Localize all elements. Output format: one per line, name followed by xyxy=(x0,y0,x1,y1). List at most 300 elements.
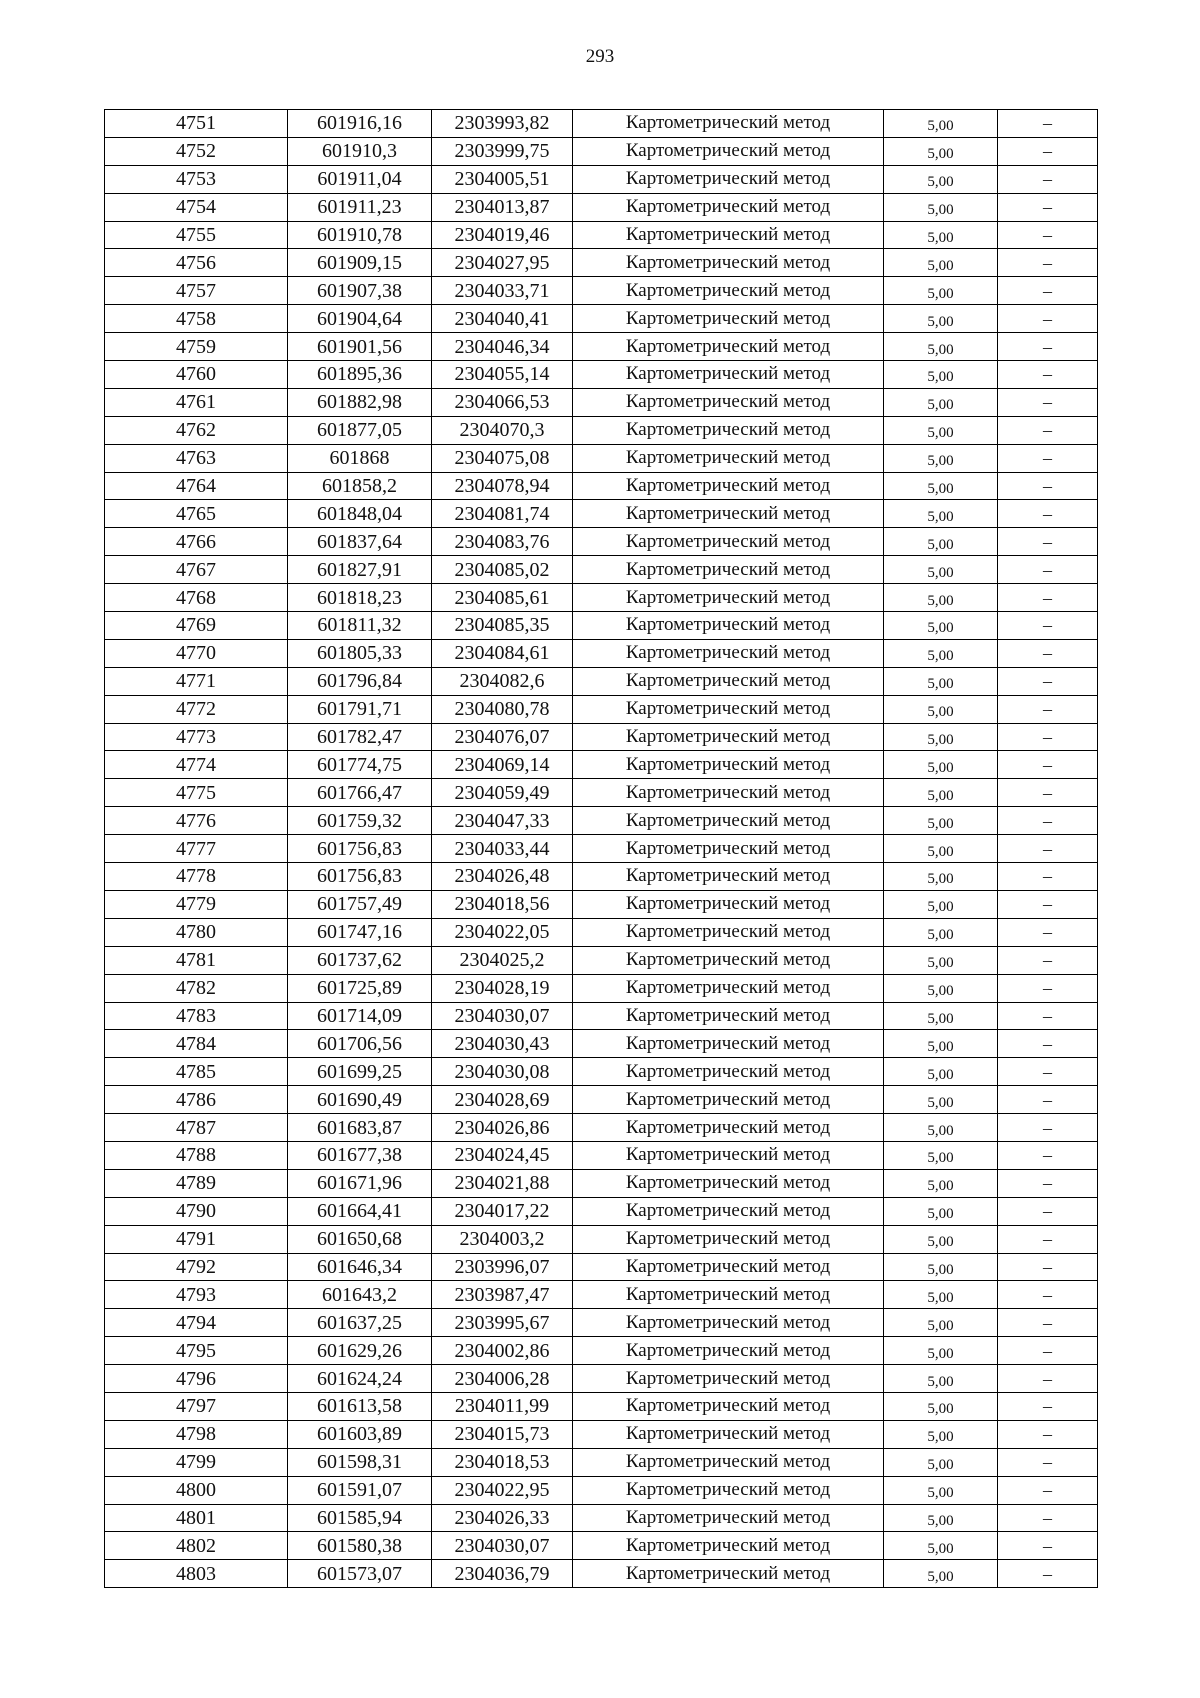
x-coordinate-cell: 601805,33 xyxy=(288,639,432,667)
table-row xyxy=(105,249,1098,277)
note-cell: – xyxy=(998,528,1098,556)
method-cell: Картометрический метод xyxy=(573,779,884,807)
accuracy-cell: 5,00 xyxy=(884,1225,998,1253)
method-cell: Картометрический метод xyxy=(573,863,884,891)
y-coordinate-cell: 2304084,61 xyxy=(432,639,573,667)
table-row xyxy=(105,863,1098,891)
x-coordinate-cell: 601910,78 xyxy=(288,221,432,249)
table-row xyxy=(105,305,1098,333)
note-cell: – xyxy=(998,584,1098,612)
accuracy-cell: 5,00 xyxy=(884,974,998,1002)
note-cell: – xyxy=(998,165,1098,193)
x-coordinate-cell: 601650,68 xyxy=(288,1225,432,1253)
point-number-cell: 4754 xyxy=(105,193,288,221)
x-coordinate-cell: 601747,16 xyxy=(288,918,432,946)
note-cell: – xyxy=(998,1337,1098,1365)
note-cell: – xyxy=(998,1086,1098,1114)
accuracy-cell: 5,00 xyxy=(884,1253,998,1281)
method-cell: Картометрический метод xyxy=(573,110,884,138)
x-coordinate-cell: 601677,38 xyxy=(288,1141,432,1169)
y-coordinate-cell: 2304021,88 xyxy=(432,1169,573,1197)
table-row xyxy=(105,388,1098,416)
note-cell: – xyxy=(998,472,1098,500)
note-cell: – xyxy=(998,1392,1098,1420)
accuracy-cell: 5,00 xyxy=(884,528,998,556)
accuracy-cell: 5,00 xyxy=(884,779,998,807)
method-cell: Картометрический метод xyxy=(573,1141,884,1169)
x-coordinate-cell: 601643,2 xyxy=(288,1281,432,1309)
note-cell: – xyxy=(998,1448,1098,1476)
y-coordinate-cell: 2304085,02 xyxy=(432,556,573,584)
point-number-cell: 4767 xyxy=(105,556,288,584)
method-cell: Картометрический метод xyxy=(573,1365,884,1393)
y-coordinate-cell: 2304024,45 xyxy=(432,1141,573,1169)
x-coordinate-cell: 601757,49 xyxy=(288,890,432,918)
x-coordinate-cell: 601580,38 xyxy=(288,1532,432,1560)
y-coordinate-cell: 2304085,35 xyxy=(432,612,573,640)
y-coordinate-cell: 2304028,19 xyxy=(432,974,573,1002)
method-cell: Картометрический метод xyxy=(573,723,884,751)
method-cell: Картометрический метод xyxy=(573,1169,884,1197)
accuracy-cell: 5,00 xyxy=(884,500,998,528)
point-number-cell: 4794 xyxy=(105,1309,288,1337)
y-coordinate-cell: 2304080,78 xyxy=(432,695,573,723)
x-coordinate-cell: 601737,62 xyxy=(288,946,432,974)
point-number-cell: 4775 xyxy=(105,779,288,807)
y-coordinate-cell: 2304046,34 xyxy=(432,333,573,361)
note-cell: – xyxy=(998,137,1098,165)
method-cell: Картометрический метод xyxy=(573,1281,884,1309)
accuracy-cell: 5,00 xyxy=(884,305,998,333)
x-coordinate-cell: 601759,32 xyxy=(288,807,432,835)
accuracy-cell: 5,00 xyxy=(884,612,998,640)
x-coordinate-cell: 601624,24 xyxy=(288,1365,432,1393)
x-coordinate-cell: 601858,2 xyxy=(288,472,432,500)
method-cell: Картометрический метод xyxy=(573,695,884,723)
x-coordinate-cell: 601911,23 xyxy=(288,193,432,221)
table-row xyxy=(105,779,1098,807)
page-number: 293 xyxy=(585,46,615,67)
y-coordinate-cell: 2304027,95 xyxy=(432,249,573,277)
x-coordinate-cell: 601848,04 xyxy=(288,500,432,528)
accuracy-cell: 5,00 xyxy=(884,472,998,500)
method-cell: Картометрический метод xyxy=(573,918,884,946)
accuracy-cell: 5,00 xyxy=(884,1002,998,1030)
x-coordinate-cell: 601796,84 xyxy=(288,667,432,695)
method-cell: Картометрический метод xyxy=(573,1337,884,1365)
method-cell: Картометрический метод xyxy=(573,472,884,500)
y-coordinate-cell: 2304003,2 xyxy=(432,1225,573,1253)
method-cell: Картометрический метод xyxy=(573,388,884,416)
method-cell: Картометрический метод xyxy=(573,333,884,361)
x-coordinate-cell: 601774,75 xyxy=(288,751,432,779)
note-cell: – xyxy=(998,1141,1098,1169)
accuracy-cell: 5,00 xyxy=(884,277,998,305)
table-row xyxy=(105,416,1098,444)
x-coordinate-cell: 601837,64 xyxy=(288,528,432,556)
table-row xyxy=(105,1309,1098,1337)
point-number-cell: 4803 xyxy=(105,1560,288,1588)
point-number-cell: 4757 xyxy=(105,277,288,305)
accuracy-cell: 5,00 xyxy=(884,639,998,667)
method-cell: Картометрический метод xyxy=(573,305,884,333)
x-coordinate-cell: 601706,56 xyxy=(288,1030,432,1058)
accuracy-cell: 5,00 xyxy=(884,444,998,472)
point-number-cell: 4790 xyxy=(105,1197,288,1225)
accuracy-cell: 5,00 xyxy=(884,137,998,165)
accuracy-cell: 5,00 xyxy=(884,1392,998,1420)
x-coordinate-cell: 601714,09 xyxy=(288,1002,432,1030)
point-number-cell: 4755 xyxy=(105,221,288,249)
table-row xyxy=(105,1504,1098,1532)
point-number-cell: 4752 xyxy=(105,137,288,165)
method-cell: Картометрический метод xyxy=(573,1504,884,1532)
x-coordinate-cell: 601811,32 xyxy=(288,612,432,640)
x-coordinate-cell: 601901,56 xyxy=(288,333,432,361)
note-cell: – xyxy=(998,1253,1098,1281)
x-coordinate-cell: 601909,15 xyxy=(288,249,432,277)
x-coordinate-cell: 601756,83 xyxy=(288,835,432,863)
method-cell: Картометрический метод xyxy=(573,277,884,305)
x-coordinate-cell: 601907,38 xyxy=(288,277,432,305)
table-row xyxy=(105,137,1098,165)
x-coordinate-cell: 601756,83 xyxy=(288,863,432,891)
point-number-cell: 4771 xyxy=(105,667,288,695)
y-coordinate-cell: 2304017,22 xyxy=(432,1197,573,1225)
y-coordinate-cell: 2304005,51 xyxy=(432,165,573,193)
y-coordinate-cell: 2304022,05 xyxy=(432,918,573,946)
point-number-cell: 4782 xyxy=(105,974,288,1002)
y-coordinate-cell: 2303987,47 xyxy=(432,1281,573,1309)
table-row xyxy=(105,1476,1098,1504)
method-cell: Картометрический метод xyxy=(573,1476,884,1504)
y-coordinate-cell: 2304006,28 xyxy=(432,1365,573,1393)
method-cell: Картометрический метод xyxy=(573,584,884,612)
note-cell: – xyxy=(998,863,1098,891)
point-number-cell: 4798 xyxy=(105,1420,288,1448)
y-coordinate-cell: 2304081,74 xyxy=(432,500,573,528)
table-row xyxy=(105,584,1098,612)
y-coordinate-cell: 2304015,73 xyxy=(432,1420,573,1448)
y-coordinate-cell: 2304066,53 xyxy=(432,388,573,416)
y-coordinate-cell: 2304055,14 xyxy=(432,361,573,389)
table-row xyxy=(105,556,1098,584)
point-number-cell: 4764 xyxy=(105,472,288,500)
method-cell: Картометрический метод xyxy=(573,807,884,835)
table-row xyxy=(105,361,1098,389)
method-cell: Картометрический метод xyxy=(573,639,884,667)
accuracy-cell: 5,00 xyxy=(884,1504,998,1532)
note-cell: – xyxy=(998,1281,1098,1309)
y-coordinate-cell: 2304075,08 xyxy=(432,444,573,472)
x-coordinate-cell: 601613,58 xyxy=(288,1392,432,1420)
accuracy-cell: 5,00 xyxy=(884,946,998,974)
table-row xyxy=(105,1141,1098,1169)
accuracy-cell: 5,00 xyxy=(884,667,998,695)
method-cell: Картометрический метод xyxy=(573,500,884,528)
accuracy-cell: 5,00 xyxy=(884,1337,998,1365)
note-cell: – xyxy=(998,1002,1098,1030)
x-coordinate-cell: 601904,64 xyxy=(288,305,432,333)
point-number-cell: 4788 xyxy=(105,1141,288,1169)
note-cell: – xyxy=(998,1030,1098,1058)
method-cell: Картометрический метод xyxy=(573,612,884,640)
accuracy-cell: 5,00 xyxy=(884,193,998,221)
accuracy-cell: 5,00 xyxy=(884,695,998,723)
accuracy-cell: 5,00 xyxy=(884,807,998,835)
point-number-cell: 4796 xyxy=(105,1365,288,1393)
accuracy-cell: 5,00 xyxy=(884,1448,998,1476)
accuracy-cell: 5,00 xyxy=(884,1030,998,1058)
note-cell: – xyxy=(998,612,1098,640)
x-coordinate-cell: 601882,98 xyxy=(288,388,432,416)
method-cell: Картометрический метод xyxy=(573,835,884,863)
accuracy-cell: 5,00 xyxy=(884,918,998,946)
accuracy-cell: 5,00 xyxy=(884,835,998,863)
y-coordinate-cell: 2304059,49 xyxy=(432,779,573,807)
table-row xyxy=(105,1253,1098,1281)
note-cell: – xyxy=(998,500,1098,528)
table-row xyxy=(105,695,1098,723)
note-cell: – xyxy=(998,193,1098,221)
y-coordinate-cell: 2304030,08 xyxy=(432,1058,573,1086)
method-cell: Картометрический метод xyxy=(573,974,884,1002)
x-coordinate-cell: 601637,25 xyxy=(288,1309,432,1337)
note-cell: – xyxy=(998,835,1098,863)
y-coordinate-cell: 2304030,07 xyxy=(432,1532,573,1560)
table-row xyxy=(105,1420,1098,1448)
point-number-cell: 4787 xyxy=(105,1114,288,1142)
table-row xyxy=(105,1448,1098,1476)
x-coordinate-cell: 601916,16 xyxy=(288,110,432,138)
y-coordinate-cell: 2304026,86 xyxy=(432,1114,573,1142)
method-cell: Картометрический метод xyxy=(573,1560,884,1588)
accuracy-cell: 5,00 xyxy=(884,221,998,249)
table-row xyxy=(105,1002,1098,1030)
note-cell: – xyxy=(998,1420,1098,1448)
y-coordinate-cell: 2304026,33 xyxy=(432,1504,573,1532)
table-row xyxy=(105,918,1098,946)
table-row xyxy=(105,751,1098,779)
x-coordinate-cell: 601591,07 xyxy=(288,1476,432,1504)
table-row xyxy=(105,890,1098,918)
point-number-cell: 4797 xyxy=(105,1392,288,1420)
table-row xyxy=(105,723,1098,751)
x-coordinate-cell: 601877,05 xyxy=(288,416,432,444)
y-coordinate-cell: 2303993,82 xyxy=(432,110,573,138)
method-cell: Картометрический метод xyxy=(573,1114,884,1142)
accuracy-cell: 5,00 xyxy=(884,556,998,584)
point-number-cell: 4799 xyxy=(105,1448,288,1476)
method-cell: Картометрический метод xyxy=(573,1086,884,1114)
note-cell: – xyxy=(998,918,1098,946)
coordinates-table xyxy=(104,109,1098,1588)
method-cell: Картометрический метод xyxy=(573,1532,884,1560)
y-coordinate-cell: 2304085,61 xyxy=(432,584,573,612)
method-cell: Картометрический метод xyxy=(573,890,884,918)
method-cell: Картометрический метод xyxy=(573,946,884,974)
table-row xyxy=(105,1532,1098,1560)
method-cell: Картометрический метод xyxy=(573,193,884,221)
y-coordinate-cell: 2304033,44 xyxy=(432,835,573,863)
table-row xyxy=(105,333,1098,361)
x-coordinate-cell: 601671,96 xyxy=(288,1169,432,1197)
note-cell: – xyxy=(998,1225,1098,1253)
method-cell: Картометрический метод xyxy=(573,1448,884,1476)
y-coordinate-cell: 2304028,69 xyxy=(432,1086,573,1114)
table-row xyxy=(105,835,1098,863)
y-coordinate-cell: 2304002,86 xyxy=(432,1337,573,1365)
table-row xyxy=(105,1225,1098,1253)
y-coordinate-cell: 2304026,48 xyxy=(432,863,573,891)
y-coordinate-cell: 2304083,76 xyxy=(432,528,573,556)
x-coordinate-cell: 601699,25 xyxy=(288,1058,432,1086)
point-number-cell: 4789 xyxy=(105,1169,288,1197)
y-coordinate-cell: 2304082,6 xyxy=(432,667,573,695)
method-cell: Картометрический метод xyxy=(573,444,884,472)
point-number-cell: 4766 xyxy=(105,528,288,556)
table-row xyxy=(105,193,1098,221)
point-number-cell: 4801 xyxy=(105,1504,288,1532)
method-cell: Картометрический метод xyxy=(573,1309,884,1337)
accuracy-cell: 5,00 xyxy=(884,890,998,918)
x-coordinate-cell: 601782,47 xyxy=(288,723,432,751)
note-cell: – xyxy=(998,1114,1098,1142)
accuracy-cell: 5,00 xyxy=(884,1532,998,1560)
accuracy-cell: 5,00 xyxy=(884,1058,998,1086)
table-row xyxy=(105,1281,1098,1309)
note-cell: – xyxy=(998,221,1098,249)
point-number-cell: 4763 xyxy=(105,444,288,472)
accuracy-cell: 5,00 xyxy=(884,165,998,193)
y-coordinate-cell: 2303999,75 xyxy=(432,137,573,165)
y-coordinate-cell: 2304078,94 xyxy=(432,472,573,500)
x-coordinate-cell: 601766,47 xyxy=(288,779,432,807)
point-number-cell: 4791 xyxy=(105,1225,288,1253)
method-cell: Картометрический метод xyxy=(573,556,884,584)
y-coordinate-cell: 2303996,07 xyxy=(432,1253,573,1281)
y-coordinate-cell: 2304030,07 xyxy=(432,1002,573,1030)
note-cell: – xyxy=(998,1532,1098,1560)
point-number-cell: 4773 xyxy=(105,723,288,751)
y-coordinate-cell: 2304019,46 xyxy=(432,221,573,249)
x-coordinate-cell: 601690,49 xyxy=(288,1086,432,1114)
method-cell: Картометрический метод xyxy=(573,528,884,556)
point-number-cell: 4770 xyxy=(105,639,288,667)
table-row xyxy=(105,974,1098,1002)
x-coordinate-cell: 601573,07 xyxy=(288,1560,432,1588)
method-cell: Картометрический метод xyxy=(573,1058,884,1086)
y-coordinate-cell: 2304036,79 xyxy=(432,1560,573,1588)
note-cell: – xyxy=(998,695,1098,723)
y-coordinate-cell: 2304070,3 xyxy=(432,416,573,444)
table-row xyxy=(105,1392,1098,1420)
note-cell: – xyxy=(998,249,1098,277)
method-cell: Картометрический метод xyxy=(573,1225,884,1253)
method-cell: Картометрический метод xyxy=(573,221,884,249)
coordinates-table-body xyxy=(105,110,1098,1588)
y-coordinate-cell: 2304025,2 xyxy=(432,946,573,974)
table-row xyxy=(105,1086,1098,1114)
point-number-cell: 4802 xyxy=(105,1532,288,1560)
x-coordinate-cell: 601603,89 xyxy=(288,1420,432,1448)
x-coordinate-cell: 601818,23 xyxy=(288,584,432,612)
note-cell: – xyxy=(998,723,1098,751)
point-number-cell: 4762 xyxy=(105,416,288,444)
accuracy-cell: 5,00 xyxy=(884,1420,998,1448)
note-cell: – xyxy=(998,751,1098,779)
point-number-cell: 4760 xyxy=(105,361,288,389)
point-number-cell: 4772 xyxy=(105,695,288,723)
point-number-cell: 4759 xyxy=(105,333,288,361)
point-number-cell: 4795 xyxy=(105,1337,288,1365)
x-coordinate-cell: 601791,71 xyxy=(288,695,432,723)
method-cell: Картометрический метод xyxy=(573,1392,884,1420)
accuracy-cell: 5,00 xyxy=(884,863,998,891)
method-cell: Картометрический метод xyxy=(573,1197,884,1225)
note-cell: – xyxy=(998,1197,1098,1225)
method-cell: Картометрический метод xyxy=(573,1253,884,1281)
note-cell: – xyxy=(998,1560,1098,1588)
accuracy-cell: 5,00 xyxy=(884,1560,998,1588)
y-coordinate-cell: 2304076,07 xyxy=(432,723,573,751)
accuracy-cell: 5,00 xyxy=(884,1281,998,1309)
note-cell: – xyxy=(998,807,1098,835)
y-coordinate-cell: 2304030,43 xyxy=(432,1030,573,1058)
x-coordinate-cell: 601683,87 xyxy=(288,1114,432,1142)
method-cell: Картометрический метод xyxy=(573,416,884,444)
accuracy-cell: 5,00 xyxy=(884,1476,998,1504)
table-row xyxy=(105,444,1098,472)
y-coordinate-cell: 2304011,99 xyxy=(432,1392,573,1420)
accuracy-cell: 5,00 xyxy=(884,1169,998,1197)
note-cell: – xyxy=(998,416,1098,444)
method-cell: Картометрический метод xyxy=(573,137,884,165)
note-cell: – xyxy=(998,333,1098,361)
point-number-cell: 4781 xyxy=(105,946,288,974)
method-cell: Картометрический метод xyxy=(573,1420,884,1448)
accuracy-cell: 5,00 xyxy=(884,361,998,389)
table-row xyxy=(105,1560,1098,1588)
table-row xyxy=(105,1197,1098,1225)
accuracy-cell: 5,00 xyxy=(884,249,998,277)
point-number-cell: 4800 xyxy=(105,1476,288,1504)
accuracy-cell: 5,00 xyxy=(884,1086,998,1114)
point-number-cell: 4765 xyxy=(105,500,288,528)
note-cell: – xyxy=(998,305,1098,333)
note-cell: – xyxy=(998,361,1098,389)
point-number-cell: 4756 xyxy=(105,249,288,277)
note-cell: – xyxy=(998,667,1098,695)
table-row xyxy=(105,639,1098,667)
x-coordinate-cell: 601910,3 xyxy=(288,137,432,165)
accuracy-cell: 5,00 xyxy=(884,1197,998,1225)
point-number-cell: 4783 xyxy=(105,1002,288,1030)
table-row xyxy=(105,667,1098,695)
table-row xyxy=(105,472,1098,500)
note-cell: – xyxy=(998,277,1098,305)
accuracy-cell: 5,00 xyxy=(884,751,998,779)
point-number-cell: 4784 xyxy=(105,1030,288,1058)
accuracy-cell: 5,00 xyxy=(884,1141,998,1169)
x-coordinate-cell: 601646,34 xyxy=(288,1253,432,1281)
x-coordinate-cell: 601868 xyxy=(288,444,432,472)
x-coordinate-cell: 601911,04 xyxy=(288,165,432,193)
point-number-cell: 4768 xyxy=(105,584,288,612)
accuracy-cell: 5,00 xyxy=(884,416,998,444)
y-coordinate-cell: 2304018,56 xyxy=(432,890,573,918)
note-cell: – xyxy=(998,779,1098,807)
